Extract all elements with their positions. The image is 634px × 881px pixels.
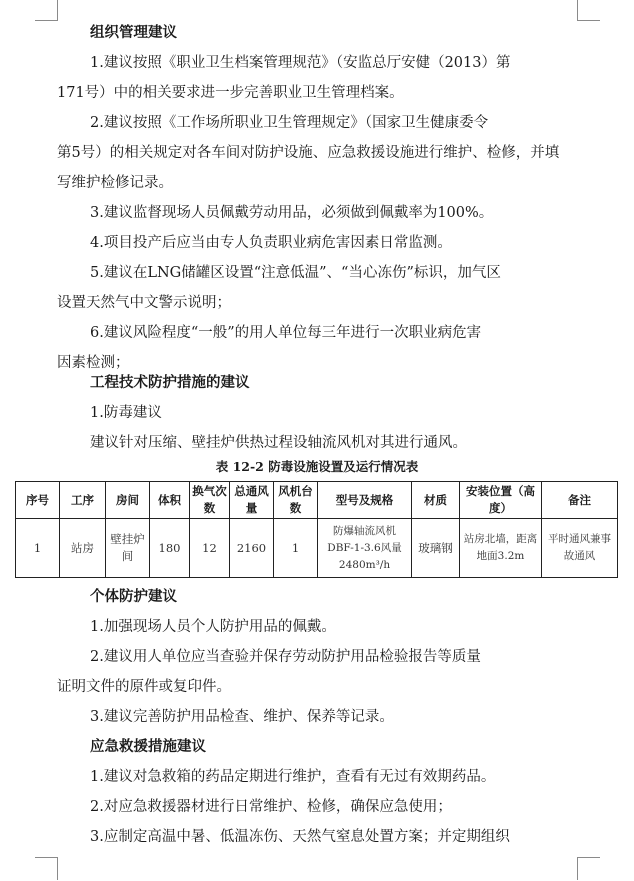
personal-and-emergency-sections [57,582,568,852]
paragraph-continuation: 171号）中的相关要求进一步完善职业卫生管理档案。 [57,85,404,101]
corner-mark-bottom-left [35,857,58,880]
engineering-section [90,368,568,458]
paragraph-continuation: 证明文件的原件或复印件。 [57,679,231,695]
paragraph [57,642,568,702]
paragraph [57,108,568,198]
header-cell: 换气次数 [190,482,230,519]
paragraph-first-line: 1.建议按照《职业卫生档案管理规范》（安监总厅安健（2013）第 [90,55,511,71]
table-cell: 12 [190,519,230,578]
section-heading: 应急救援措施建议 [90,738,206,755]
header-cell: 材质 [412,482,460,519]
table-cell: 站房北墙，距离地面3.2m [460,519,542,578]
paragraph: 3.建议完善防护用品检查、维护、保养等记录。 [90,709,394,725]
org-management-section [57,18,568,378]
header-cell: 风机台数 [274,482,318,519]
corner-mark-top-right [577,0,600,21]
header-cell: 型号及规格 [318,482,412,519]
corner-mark-top-left [35,0,58,21]
paragraph [57,258,568,318]
paragraph: 4.项目投产后应当由专人负责职业病危害因素日常监测。 [90,235,452,251]
corner-mark-bottom-right [577,857,600,880]
table-cell: 1 [274,519,318,578]
paragraph-first-line: 5.建议在LNG储罐区设置“注意低温”、“当心冻伤”标识，加气区 [90,265,501,281]
table-cell: 壁挂炉间 [106,519,150,578]
paragraph: 3.建议监督现场人员佩戴劳动用品，必须做到佩戴率为100%。 [90,205,494,221]
paragraph: 建议针对压缩、壁挂炉供热过程设轴流风机对其进行通风。 [90,435,467,451]
section-heading: 工程技术防护措施的建议 [90,374,250,391]
paragraph [57,48,568,108]
paragraph: 1.建议对急救箱的药品定期进行维护，查看有无过有效期药品。 [90,769,496,785]
header-cell: 备注 [542,482,618,519]
header-cell: 总通风量 [230,482,274,519]
header-cell: 序号 [16,482,60,519]
paragraph: 3.应制定高温中暑、低温冻伤、天然气窒息处置方案；并定期组织 [90,829,510,845]
section-heading: 个体防护建议 [90,588,177,605]
paragraph-first-line: 6.建议风险程度“一般”的用人单位每三年进行一次职业病危害 [90,325,482,341]
section-heading: 组织管理建议 [90,24,177,41]
header-cell: 房间 [106,482,150,519]
ventilation-table [15,481,618,578]
paragraph: 2.对应急救援器材进行日常维护、检修，确保应急使用； [90,799,452,815]
table-cell: 180 [150,519,190,578]
header-cell: 安装位置（高度） [460,482,542,519]
paragraph-continuation: 第5号）的相关规定对各车间对防护设施、应急救援设施进行维护、检修，并填写维护检修记录。 [57,145,560,191]
table-cell: 玻璃钢 [412,519,460,578]
table-cell: 站房 [60,519,106,578]
table-cell: 防爆轴流风机DBF-1-3.6风量2480m³/h [318,519,412,578]
table-header-row [16,482,618,519]
paragraph-continuation: 因素检测； [57,355,130,371]
subheading: 1.防毒建议 [90,405,162,421]
table-cell: 平时通风兼事故通风 [542,519,618,578]
table-row [16,519,618,578]
paragraph-continuation: 设置天然气中文警示说明； [57,295,231,311]
header-cell: 体积 [150,482,190,519]
table-caption: 表 12-2 防毒设施设置及运行情况表 [215,459,419,474]
table-cell: 2160 [230,519,274,578]
paragraph-first-line: 2.建议用人单位应当查验并保存劳动防护用品检验报告等质量 [90,649,481,665]
paragraph: 1.加强现场人员个人防护用品的佩戴。 [90,619,336,635]
paragraph-first-line: 2.建议按照《工作场所职业卫生管理规定》（国家卫生健康委令 [90,115,489,131]
header-cell: 工序 [60,482,106,519]
table-cell: 1 [16,519,60,578]
